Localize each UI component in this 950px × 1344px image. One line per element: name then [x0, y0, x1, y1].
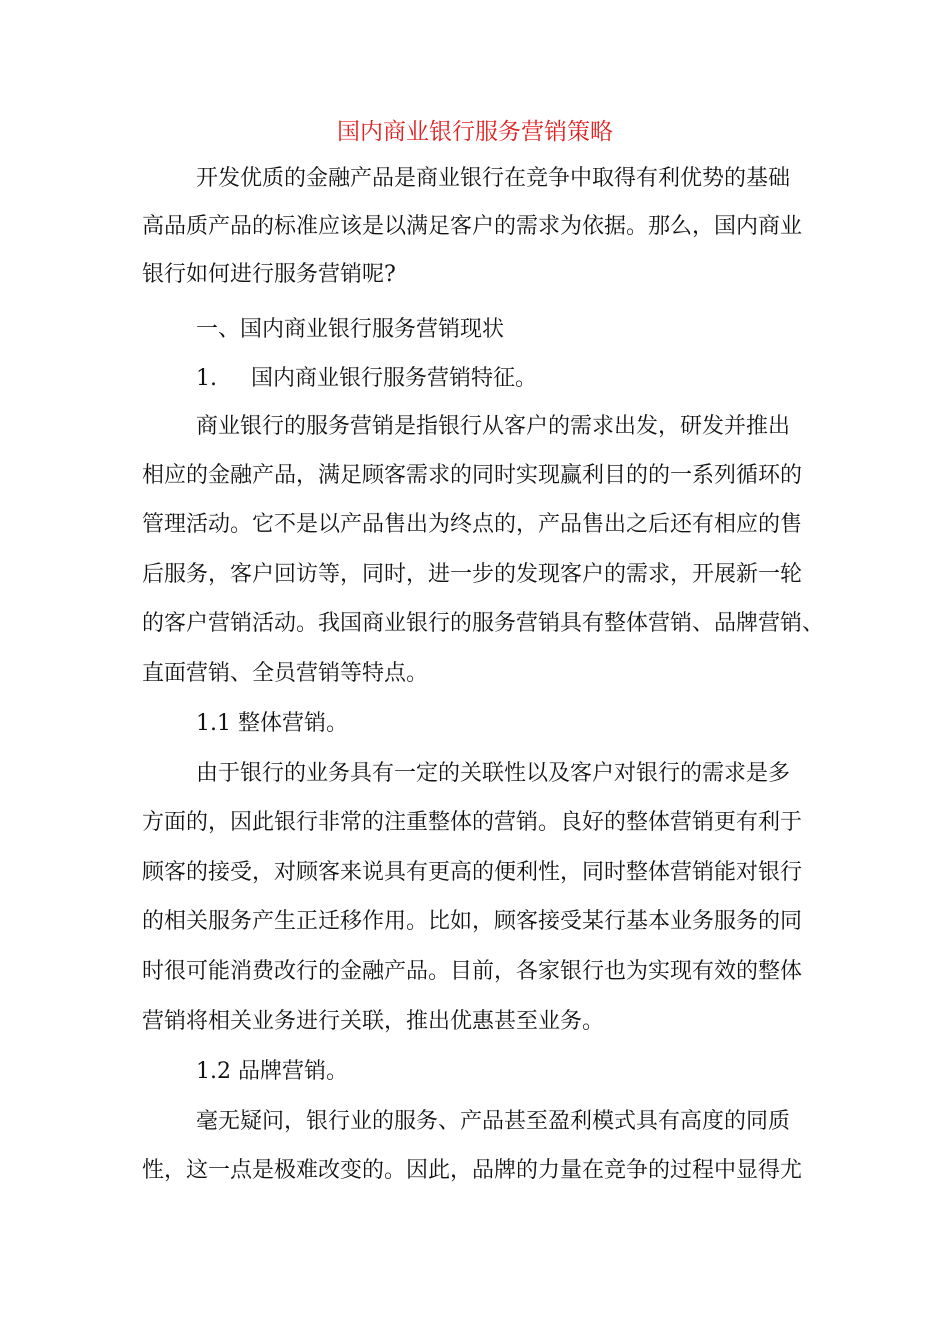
subsection-number: 1.	[196, 366, 217, 391]
paragraph-line: 商业银行的服务营销是指银行从客户的需求出发，研发并推出	[196, 414, 791, 439]
paragraph-line: 直面营销、全员营销等特点。	[142, 661, 429, 686]
paragraph-line: 后服务，客户回访等，同时，进一步的发现客户的需求，开展新一轮	[142, 562, 803, 587]
paragraph-line: 管理活动。它不是以产品售出为终点的，产品售出之后还有相应的售	[142, 512, 803, 537]
paragraph-line: 方面的，因此银行非常的注重整体的营销。良好的整体营销更有利于	[142, 810, 803, 835]
document-title: 国内商业银行服务营销策略	[337, 119, 613, 145]
paragraph-line: 的客户营销活动。我国商业银行的服务营销具有整体营销、品牌营销、	[142, 611, 825, 636]
subsection-heading: 1.2 品牌营销。	[196, 1059, 348, 1084]
subsection-title: 国内商业银行服务营销特征。	[251, 366, 538, 391]
paragraph-line: 顾客的接受，对顾客来说具有更高的便利性，同时整体营销能对银行	[142, 860, 803, 885]
paragraph-line: 时很可能消费改行的金融产品。目前，各家银行也为实现有效的整体	[142, 959, 803, 984]
paragraph-line: 相应的金融产品，满足顾客需求的同时实现赢利目的的一系列循环的	[142, 463, 803, 488]
paragraph-line: 营销将相关业务进行关联，推出优惠甚至业务。	[142, 1009, 605, 1034]
paragraph-line: 的相关服务产生正迁移作用。比如，顾客接受某行基本业务服务的同	[142, 909, 803, 934]
paragraph-line: 毫无疑问，银行业的服务、产品甚至盈利模式具有高度的同质	[196, 1109, 791, 1134]
subsection-heading	[196, 362, 537, 396]
section-heading: 一、国内商业银行服务营销现状	[196, 317, 505, 342]
subsection-heading: 1.1 整体营销。	[196, 711, 348, 736]
paragraph-line: 高品质产品的标准应该是以满足客户的需求为依据。那么，国内商业	[142, 214, 803, 239]
paragraph-line: 性，这一点是极难改变的。因此，品牌的力量在竞争的过程中显得尤	[142, 1158, 803, 1183]
paragraph-line: 由于银行的业务具有一定的关联性以及客户对银行的需求是多	[196, 761, 791, 786]
paragraph-line: 开发优质的金融产品是商业银行在竞争中取得有利优势的基础	[196, 166, 791, 191]
paragraph-line: 银行如何进行服务营销呢?	[142, 262, 396, 287]
